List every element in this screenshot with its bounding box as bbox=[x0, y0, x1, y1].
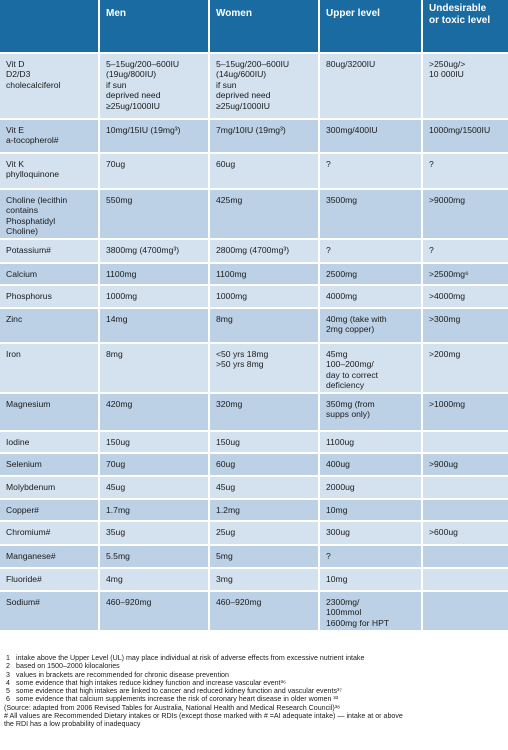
footnote-item bbox=[4, 662, 508, 670]
footnote-item bbox=[4, 654, 508, 662]
table-row bbox=[0, 307, 508, 342]
cell-toxic-level: >300mg bbox=[421, 309, 508, 342]
table-row bbox=[0, 520, 508, 544]
rdi-note-line-1: # All values are Recommended Dietary intakes or RDIs (except those marked with # =AI adequate intake) — intake at or above bbox=[4, 712, 403, 721]
cell-men: 1100mg bbox=[98, 264, 208, 284]
source-note: (Source: adapted from 2006 Revised Tables for Australia, National Health and Medical Research Council)³⁸ bbox=[4, 703, 341, 712]
cell-men: 150ug bbox=[98, 432, 208, 452]
cell-toxic-level bbox=[421, 569, 508, 590]
cell-nutrient: Potassium# bbox=[0, 240, 98, 262]
cell-women: 5–15ug/200–600IU (14ug/600IU) if sun deprived need ≥25ug/1000IU bbox=[208, 54, 318, 118]
cell-upper-level: 300ug bbox=[318, 522, 421, 544]
cell-toxic-level: >1000mg bbox=[421, 394, 508, 430]
cell-toxic-level: >600ug bbox=[421, 522, 508, 544]
cell-nutrient: Magnesium bbox=[0, 394, 98, 430]
table-row bbox=[0, 52, 508, 118]
cell-upper-level: 45mg 100–200mg/ day to correct deficiency bbox=[318, 344, 421, 392]
cell-upper-level: 2500mg bbox=[318, 264, 421, 284]
cell-women: 5mg bbox=[208, 546, 318, 567]
cell-women: 1100mg bbox=[208, 264, 318, 284]
header-cell-men: Men bbox=[98, 0, 208, 52]
cell-toxic-level: >200mg bbox=[421, 344, 508, 392]
cell-upper-level: 4000mg bbox=[318, 286, 421, 307]
cell-nutrient: Sodium# bbox=[0, 592, 98, 630]
footnote-item bbox=[4, 695, 508, 703]
cell-toxic-level: 1000mg/1500IU bbox=[421, 120, 508, 152]
cell-toxic-level: >9000mg bbox=[421, 190, 508, 238]
table-row bbox=[0, 342, 508, 392]
cell-nutrient: Fluoride# bbox=[0, 569, 98, 590]
cell-toxic-level: >4000mg bbox=[421, 286, 508, 307]
cell-men: 5.5mg bbox=[98, 546, 208, 567]
footnote-text: intake above the Upper Level (UL) may place individual at risk of adverse effects from excessive nutrient intake bbox=[16, 654, 365, 662]
cell-upper-level: 2000ug bbox=[318, 477, 421, 498]
table-row bbox=[0, 152, 508, 188]
cell-toxic-level: >250ug/> 10 000IU bbox=[421, 54, 508, 118]
cell-women: 460–920mg bbox=[208, 592, 318, 630]
table-header-row bbox=[0, 0, 508, 52]
cell-men: 14mg bbox=[98, 309, 208, 342]
cell-upper-level: 40mg (take with 2mg copper) bbox=[318, 309, 421, 342]
cell-nutrient: Vit D D2/D3 cholecalciferol bbox=[0, 54, 98, 118]
cell-nutrient: Vit K phylloquinone bbox=[0, 154, 98, 188]
cell-nutrient: Copper# bbox=[0, 500, 98, 520]
footnote-text: some evidence that calcium supplements increase the risk of coronary heart disease in older women ³³ bbox=[16, 695, 339, 704]
cell-toxic-level bbox=[421, 477, 508, 498]
footnote-number: 3 bbox=[6, 670, 10, 679]
cell-upper-level: 3500mg bbox=[318, 190, 421, 238]
footnote-text: some evidence that high intakes reduce kidney function and increase vascular event³⁶ bbox=[16, 678, 286, 687]
cell-women: 2800mg (4700mg³) bbox=[208, 240, 318, 262]
table-row bbox=[0, 118, 508, 152]
table-row bbox=[0, 567, 508, 590]
cell-toxic-level: >2500mg⁶ bbox=[421, 264, 508, 284]
table-row bbox=[0, 238, 508, 262]
footnote-number: 1 bbox=[6, 654, 10, 662]
table-row bbox=[0, 284, 508, 307]
cell-women: 45ug bbox=[208, 477, 318, 498]
cell-men: 1.7mg bbox=[98, 500, 208, 520]
cell-toxic-level: ? bbox=[421, 154, 508, 188]
cell-nutrient: Zinc bbox=[0, 309, 98, 342]
cell-men: 8mg bbox=[98, 344, 208, 392]
table-row bbox=[0, 188, 508, 238]
cell-men: 5–15ug/200–600IU (19ug/800IU) if sun deprived need ≥25ug/1000IU bbox=[98, 54, 208, 118]
cell-upper-level: ? bbox=[318, 546, 421, 567]
cell-nutrient: Manganese# bbox=[0, 546, 98, 567]
cell-women: 1.2mg bbox=[208, 500, 318, 520]
cell-upper-level: 350mg (from supps only) bbox=[318, 394, 421, 430]
footnote-number: 5 bbox=[6, 687, 10, 696]
cell-men: 1000mg bbox=[98, 286, 208, 307]
cell-toxic-level bbox=[421, 592, 508, 630]
cell-women: 3mg bbox=[208, 569, 318, 590]
header-cell-nutrient bbox=[0, 0, 98, 52]
cell-toxic-level: >900ug bbox=[421, 454, 508, 475]
cell-toxic-level bbox=[421, 432, 508, 452]
header-cell-women: Women bbox=[208, 0, 318, 52]
cell-men: 45ug bbox=[98, 477, 208, 498]
table-row bbox=[0, 392, 508, 430]
cell-women: 25ug bbox=[208, 522, 318, 544]
table-row bbox=[0, 544, 508, 567]
cell-men: 70ug bbox=[98, 154, 208, 188]
footnote-number: 6 bbox=[6, 695, 10, 704]
rdi-note-line-2: the RDI has a low probability of inadequacy bbox=[4, 720, 141, 729]
cell-nutrient: Calcium bbox=[0, 264, 98, 284]
table-row bbox=[0, 430, 508, 452]
cell-women: 7mg/10IU (19mg³) bbox=[208, 120, 318, 152]
table-row bbox=[0, 262, 508, 284]
cell-nutrient: Choline (lecithin contains Phosphatidyl Choline) bbox=[0, 190, 98, 238]
footnote-number: 4 bbox=[6, 678, 10, 687]
footnote-item bbox=[4, 679, 508, 687]
footnotes bbox=[4, 654, 508, 729]
cell-women: 425mg bbox=[208, 190, 318, 238]
header-cell-toxic-level: Undesirable or toxic level bbox=[421, 0, 508, 52]
cell-upper-level: 10mg bbox=[318, 569, 421, 590]
header-cell-upper-level: Upper level bbox=[318, 0, 421, 52]
footnote-item bbox=[4, 671, 508, 679]
cell-women: 60ug bbox=[208, 154, 318, 188]
cell-nutrient: Molybdenum bbox=[0, 477, 98, 498]
cell-upper-level: 400ug bbox=[318, 454, 421, 475]
cell-men: 550mg bbox=[98, 190, 208, 238]
footnote-text: based on 1500–2000 kilocalories bbox=[16, 662, 120, 671]
cell-women: 60ug bbox=[208, 454, 318, 475]
table-row bbox=[0, 590, 508, 630]
footnote-number: 2 bbox=[6, 662, 10, 671]
cell-upper-level: 300mg/400IU bbox=[318, 120, 421, 152]
cell-nutrient: Selenium bbox=[0, 454, 98, 475]
table-row bbox=[0, 475, 508, 498]
table-row bbox=[0, 498, 508, 520]
cell-men: 35ug bbox=[98, 522, 208, 544]
cell-nutrient: Chromium# bbox=[0, 522, 98, 544]
footnote-item bbox=[4, 687, 508, 695]
cell-upper-level: 80ug/3200IU bbox=[318, 54, 421, 118]
cell-men: 70ug bbox=[98, 454, 208, 475]
cell-men: 420mg bbox=[98, 394, 208, 430]
cell-toxic-level: ? bbox=[421, 240, 508, 262]
cell-men: 460–920mg bbox=[98, 592, 208, 630]
cell-women: 150ug bbox=[208, 432, 318, 452]
cell-men: 10mg/15IU (19mg³) bbox=[98, 120, 208, 152]
cell-women: 1000mg bbox=[208, 286, 318, 307]
cell-nutrient: Iron bbox=[0, 344, 98, 392]
cell-women: 8mg bbox=[208, 309, 318, 342]
cell-men: 3800mg (4700mg³) bbox=[98, 240, 208, 262]
cell-nutrient: Phosphorus bbox=[0, 286, 98, 307]
cell-upper-level: 10mg bbox=[318, 500, 421, 520]
footnote-text: some evidence that high intakes are linked to cancer and reduced kidney function and vascular events³⁷ bbox=[16, 687, 342, 696]
cell-upper-level: 2300mg/ 100mmol 1600mg for HPT bbox=[318, 592, 421, 630]
cell-men: 4mg bbox=[98, 569, 208, 590]
cell-women: <50 yrs 18mg >50 yrs 8mg bbox=[208, 344, 318, 392]
cell-nutrient: Iodine bbox=[0, 432, 98, 452]
cell-upper-level: ? bbox=[318, 240, 421, 262]
cell-toxic-level bbox=[421, 546, 508, 567]
cell-upper-level: ? bbox=[318, 154, 421, 188]
cell-upper-level: 1100ug bbox=[318, 432, 421, 452]
table-row bbox=[0, 452, 508, 475]
cell-nutrient: Vit E a-tocopherol# bbox=[0, 120, 98, 152]
footnote-text: values in brackets are recommended for chronic disease prevention bbox=[16, 670, 229, 679]
cell-toxic-level bbox=[421, 500, 508, 520]
cell-women: 320mg bbox=[208, 394, 318, 430]
